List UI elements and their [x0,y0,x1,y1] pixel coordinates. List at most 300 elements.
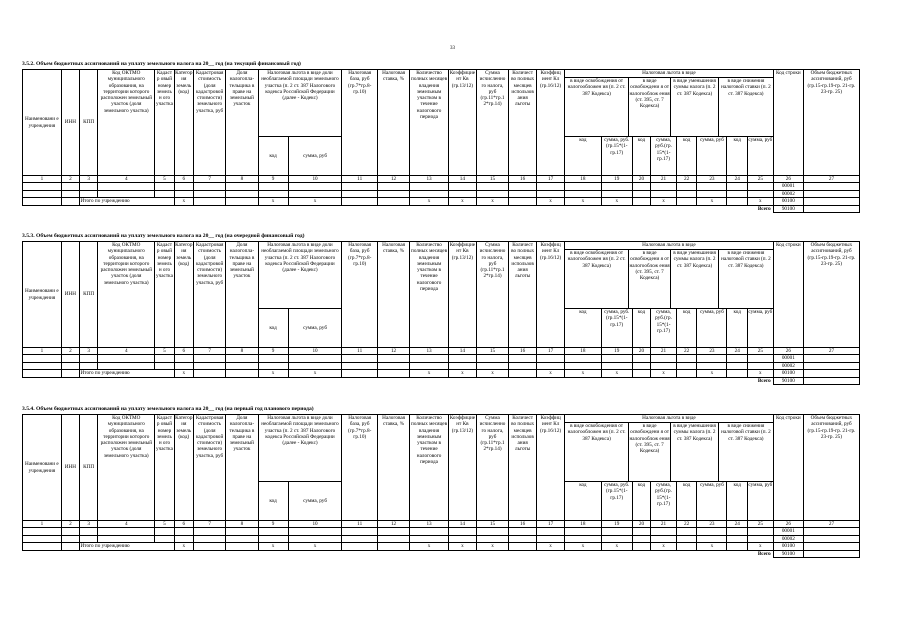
column-number: 21 [651,348,677,355]
data-cell[interactable] [448,535,476,543]
data-cell[interactable] [537,183,565,191]
data-cell[interactable] [537,362,565,370]
column-number: 15 [476,348,508,355]
data-cell[interactable] [155,355,174,363]
column-number: 18 [565,521,602,528]
benefit-rate-reduction: в виде снижения налоговой ставки (п. 2 ст. 387 Кодекса) [721,423,771,442]
data-cell[interactable] [174,535,193,543]
data-cell[interactable] [632,362,650,370]
data-cell[interactable] [727,355,747,363]
header-cell: ИНН [61,70,79,176]
data-cell[interactable] [288,362,342,370]
header-cell: Коэффицие нт Кв (гр.13/12) [448,415,476,521]
header-cell: сумма, руб [288,137,342,176]
data-cell[interactable] [676,362,696,370]
column-number: 25 [747,176,773,183]
data-cell[interactable] [288,190,342,198]
column-number: 1 [23,176,62,183]
data-cell[interactable] [697,355,727,363]
data-cell [632,543,650,551]
column-number: 12 [377,176,409,183]
x-mark: x [288,198,342,206]
column-number: 26 [773,521,803,528]
header-cell: Коэффиц иент Кл (гр.16/12) [537,70,565,176]
total-row [23,543,860,551]
total-label: Итого по учреждению [80,370,175,378]
data-cell[interactable] [410,528,449,536]
data-cell[interactable] [651,535,677,543]
data-cell [509,543,537,551]
header-cell: Налоговая льгота в виде доли необлагаемой площади земельного участка (п. 2 ст. 387 Налогового кодекса Российской Федерации (далее - Кодекс) [258,242,342,309]
data-cell[interactable] [226,190,258,198]
header-cell: Сумма исчисленно го налога, руб (гр.11*гр.1 2*гр.14) [476,70,508,176]
column-number: 16 [509,521,537,528]
header-cell: сумма, руб. (гр.15*(1-гр.17) [601,309,632,348]
data-cell[interactable] [80,535,98,543]
data-cell[interactable] [565,528,602,536]
data-cell[interactable] [601,535,632,543]
data-cell[interactable] [258,355,288,363]
column-number: 16 [509,176,537,183]
data-cell[interactable] [194,183,226,191]
data-cell[interactable] [98,535,155,543]
header-cell: сумма, руб [747,482,773,521]
column-number: 14 [448,176,476,183]
data-cell[interactable] [23,183,62,191]
header-cell: код [727,137,747,176]
data-cell[interactable] [476,183,508,191]
x-mark: x [601,198,632,206]
header-cell: Доля налогопла-тельщика в праве на земельный участок [226,70,258,176]
data-cell[interactable] [174,183,193,191]
data-cell[interactable] [651,183,677,191]
data-cell [226,198,258,206]
data-cell[interactable] [565,355,602,363]
x-mark: x [565,370,602,378]
header-cell: код [676,137,696,176]
column-number: 12 [377,521,409,528]
column-number: 24 [727,521,747,528]
column-number: 27 [803,348,859,355]
header-cell: Налоговая льгота в виде доли необлагаемой площади земельного участка (п. 2 ст. 387 Налогового кодекса Российской Федерации (далее - Кодекс) [258,415,342,482]
data-cell[interactable] [410,183,449,191]
x-mark: x [448,198,476,206]
column-number: 19 [601,176,632,183]
grand-total-code: 90100 [773,377,803,385]
data-cell[interactable] [288,535,342,543]
data-cell[interactable] [565,535,602,543]
data-cell[interactable] [258,528,288,536]
data-cell[interactable] [98,190,155,198]
data-cell[interactable] [258,362,288,370]
data-cell[interactable] [509,528,537,536]
header-cell: Налоговая льгота в виде доли необлагаемой площади земельного участка (п. 2 ст. 387 Налогового кодекса Российской Федерации (далее - Кодекс) [258,70,342,137]
data-cell[interactable] [448,362,476,370]
column-number: 7 [194,348,226,355]
data-cell[interactable] [747,362,773,370]
x-mark: x [410,370,449,378]
data-cell[interactable] [803,377,859,385]
x-mark: x [258,543,288,551]
data-cell[interactable] [803,355,859,363]
data-cell[interactable] [342,528,377,536]
data-cell[interactable] [676,183,696,191]
data-cell[interactable] [410,190,449,198]
data-cell[interactable] [727,535,747,543]
data-cell[interactable] [632,355,650,363]
data-cell[interactable] [80,362,98,370]
header-cell: сумма, руб [288,309,342,348]
data-cell[interactable] [23,190,62,198]
data-cell[interactable] [565,190,602,198]
data-cell[interactable] [632,190,650,198]
x-mark: x [651,543,677,551]
header-cell: Код строки [773,415,803,521]
header-cell: ИНН [61,415,79,521]
data-cell[interactable] [727,362,747,370]
data-cell[interactable] [803,528,859,536]
column-number: 18 [565,176,602,183]
data-cell [377,370,409,378]
x-mark: x [174,198,193,206]
data-cell[interactable] [174,355,193,363]
data-cell[interactable] [377,535,409,543]
data-cell[interactable] [98,362,155,370]
header-cell: сумма, руб.(гр. 15*(1-гр.17) [651,482,677,521]
data-cell[interactable] [155,190,174,198]
data-cell[interactable] [174,528,193,536]
data-cell[interactable] [803,535,859,543]
data-cell[interactable] [509,362,537,370]
header-cell: код [727,309,747,348]
x-mark: x [565,543,602,551]
benefit-exemption-395: в виде освобождени я от налогооблож ения (ст. 395, ст. 7 Кодекса) [629,423,671,481]
total-label: Итого по учреждению [80,198,175,206]
data-cell[interactable] [632,528,650,536]
data-cell[interactable] [476,355,508,363]
x-mark: x [697,198,727,206]
column-number: 27 [803,521,859,528]
header-cell: Код ОКТМО муниципального образования, на территории которого расположен земельный участок (доля земельного участка) [98,70,155,176]
data-cell[interactable] [155,528,174,536]
column-number: 10 [288,176,342,183]
header-cell: Кадастровая стоимость (доля кадастровой стоимости) земельного участка, руб [194,70,226,176]
data-cell[interactable] [697,190,727,198]
data-cell[interactable] [747,190,773,198]
data-cell[interactable] [377,362,409,370]
data-cell[interactable] [98,355,155,363]
column-number: 20 [632,521,650,528]
x-mark: x [537,370,565,378]
header-cell: Количест во полных месяцев использов ания льготы [509,415,537,521]
data-cell[interactable] [23,528,62,536]
data-cell[interactable] [747,183,773,191]
benefit-group-title: Налоговая льгота в виде [565,415,773,423]
benefit-group-title: Налоговая льгота в виде [565,70,773,78]
total-code: 00100 [773,543,803,551]
header-cell: Объем бюджетных ассигнований, руб (гр.15-гр.19-гр. 21-гр. 23-гр. 25) [803,415,859,521]
data-cell[interactable] [727,528,747,536]
data-cell[interactable] [377,528,409,536]
column-number: 12 [377,348,409,355]
data-cell[interactable] [80,355,98,363]
column-number: 6 [174,176,193,183]
x-mark: x [448,543,476,551]
data-cell [632,198,650,206]
data-cell[interactable] [676,355,696,363]
section-title: 3.5.2. Объем бюджетных ассигнований на уплату земельного налога на 20__ год (на текущий финансовый год) [22,61,301,67]
benefit-exemption: в виде освобождения от налогообложен ия (п. 2 ст. 387 Кодекса) [565,78,629,136]
column-number: 3 [80,348,98,355]
data-cell[interactable] [727,190,747,198]
data-cell[interactable] [509,355,537,363]
data-cell[interactable] [342,183,377,191]
data-cell[interactable] [537,535,565,543]
table-row [23,535,860,543]
grand-total-label: Всего [757,377,771,384]
table-row [23,355,860,363]
data-cell[interactable] [194,362,226,370]
data-cell[interactable] [448,190,476,198]
data-cell[interactable] [509,190,537,198]
data-cell[interactable] [80,528,98,536]
header-cell: Наименовани е учреждения [23,70,62,176]
data-cell[interactable] [601,528,632,536]
data-cell [676,543,696,551]
data-cell [226,543,258,551]
data-cell[interactable] [565,183,602,191]
column-number: 23 [697,176,727,183]
data-cell[interactable] [651,355,677,363]
data-cell[interactable] [697,362,727,370]
header-cell: Кадастр овый номер земельн ого участка [155,415,174,521]
data-cell[interactable] [410,362,449,370]
data-cell[interactable] [226,355,258,363]
data-cell[interactable] [80,183,98,191]
data-cell [727,198,747,206]
data-cell[interactable] [803,198,859,206]
data-cell[interactable] [80,190,98,198]
data-cell[interactable] [23,355,62,363]
header-cell: сумма, руб [747,309,773,348]
data-cell[interactable] [155,183,174,191]
data-cell[interactable] [476,190,508,198]
data-cell[interactable] [377,355,409,363]
column-number: 3 [80,521,98,528]
grand-total-label: Всего [757,205,771,212]
data-cell[interactable] [448,355,476,363]
section-title: 3.5.3. Объем бюджетных ассигнований на уплату земельного налога на 20__ год (на очередной финансовый год) [22,233,305,239]
row-code: 00002 [773,190,803,198]
data-cell[interactable] [537,355,565,363]
data-cell[interactable] [697,535,727,543]
data-cell[interactable] [288,528,342,536]
header-cell: Сумма исчисленно го налога, руб (гр.11*гр.1 2*гр.14) [476,415,508,521]
data-cell[interactable] [509,535,537,543]
header-cell: Объем бюджетных ассигнований, руб (гр.15-гр.19-гр. 21-гр. 23-гр. 25) [803,70,859,176]
x-mark: x [651,370,677,378]
benefit-rate-reduction: в виде снижения налоговой ставки (п. 2 ст. 387 Кодекса) [721,250,771,269]
data-cell[interactable] [155,362,174,370]
data-cell[interactable] [448,528,476,536]
data-cell[interactable] [697,183,727,191]
header-cell: Налоговая ставка, % [377,70,409,176]
column-number: 9 [258,348,288,355]
data-cell[interactable] [226,362,258,370]
column-number: 5 [155,176,174,183]
data-cell[interactable] [61,362,79,370]
x-mark: x [476,370,508,378]
header-cell: код [632,137,650,176]
benefit-exemption: в виде освобождения от налогообложен ия (п. 2 ст. 387 Кодекса) [565,423,629,481]
data-cell[interactable] [476,528,508,536]
header-cell: сумма, руб [697,309,727,348]
data-cell[interactable] [676,190,696,198]
data-cell[interactable] [61,355,79,363]
x-mark: x [476,543,508,551]
data-cell[interactable] [194,528,226,536]
total-row [23,370,860,378]
data-cell [194,370,226,378]
data-cell[interactable] [651,528,677,536]
column-number: 14 [448,348,476,355]
data-cell[interactable] [697,528,727,536]
column-number: 1 [23,348,62,355]
data-cell[interactable] [174,190,193,198]
data-cell[interactable] [194,535,226,543]
data-cell[interactable] [448,183,476,191]
data-cell[interactable] [258,535,288,543]
column-number: 13 [410,348,449,355]
data-cell[interactable] [174,362,193,370]
data-cell[interactable] [226,183,258,191]
header-cell: Код строки [773,70,803,176]
data-cell[interactable] [194,355,226,363]
header-cell: Количество полных месяцев владения земельным участком в течение налогового периода [410,242,449,348]
data-cell[interactable] [98,528,155,536]
header-cell: Сумма исчисленно го налога, руб (гр.11*гр.1 2*гр.14) [476,242,508,348]
data-cell[interactable] [537,190,565,198]
column-number: 10 [288,521,342,528]
data-cell[interactable] [676,535,696,543]
data-cell[interactable] [377,190,409,198]
data-cell[interactable] [476,362,508,370]
data-cell[interactable] [155,535,174,543]
grand-total-label: Всего [757,550,771,557]
column-number: 27 [803,176,859,183]
data-cell [509,370,537,378]
header-cell: КПП [80,415,98,521]
data-cell[interactable] [601,183,632,191]
data-cell[interactable] [61,190,79,198]
data-cell [727,370,747,378]
header-cell: ИНН [61,242,79,348]
section-1 [22,60,880,213]
column-number: 2 [61,521,79,528]
data-cell[interactable] [565,362,602,370]
data-cell[interactable] [288,355,342,363]
data-cell[interactable] [23,535,62,543]
data-cell [23,198,62,206]
data-cell[interactable] [803,550,859,558]
data-cell[interactable] [803,370,859,378]
header-cell: Коэффицие нт Кв (гр.13/12) [448,70,476,176]
data-cell[interactable] [601,355,632,363]
column-number: 7 [194,521,226,528]
data-cell [676,198,696,206]
header-cell: код [632,482,650,521]
data-cell[interactable] [61,183,79,191]
data-cell[interactable] [803,190,859,198]
x-mark: x [601,543,632,551]
data-cell[interactable] [194,190,226,198]
data-cell[interactable] [537,528,565,536]
data-cell[interactable] [410,535,449,543]
row-code: 00002 [773,362,803,370]
data-cell[interactable] [342,355,377,363]
data-cell[interactable] [23,362,62,370]
data-cell[interactable] [410,355,449,363]
column-number: 11 [342,176,377,183]
data-cell[interactable] [747,528,773,536]
data-cell[interactable] [226,535,258,543]
column-number: 18 [565,348,602,355]
data-cell [194,543,226,551]
data-cell[interactable] [342,535,377,543]
data-cell[interactable] [803,205,859,213]
data-cell[interactable] [509,183,537,191]
header-cell: сумма, руб.(гр. 15*(1-гр.17) [651,137,677,176]
data-cell[interactable] [342,362,377,370]
data-cell[interactable] [651,362,677,370]
header-cell: код [258,137,288,176]
header-cell: Категор ия земель (код) [174,415,193,521]
column-number: 4 [98,521,155,528]
data-cell[interactable] [601,362,632,370]
data-cell[interactable] [98,183,155,191]
data-cell[interactable] [601,190,632,198]
header-cell: код [727,482,747,521]
data-cell[interactable] [632,535,650,543]
data-cell[interactable] [226,528,258,536]
data-cell[interactable] [747,535,773,543]
data-cell[interactable] [377,183,409,191]
data-cell[interactable] [727,183,747,191]
benefit-reduction: в виде уменьшения суммы налога (п. 2 ст. 387 Кодекса) [671,78,719,136]
header-cell: КПП [80,70,98,176]
data-cell[interactable] [61,535,79,543]
column-number: 15 [476,521,508,528]
header-cell: Количество полных месяцев владения земельным участком в течение налогового периода [410,70,449,176]
data-cell[interactable] [651,190,677,198]
data-cell[interactable] [288,183,342,191]
data-cell[interactable] [61,528,79,536]
grand-total-code: 90100 [773,205,803,213]
x-mark: x [258,370,288,378]
x-mark: x [565,198,602,206]
data-cell[interactable] [803,362,859,370]
data-cell[interactable] [258,183,288,191]
data-cell[interactable] [632,183,650,191]
data-cell[interactable] [803,183,859,191]
data-cell[interactable] [803,543,859,551]
data-cell[interactable] [747,355,773,363]
data-cell[interactable] [476,535,508,543]
header-cell: сумма, руб. (гр.15*(1-гр.17) [601,482,632,521]
data-cell[interactable] [676,528,696,536]
data-cell[interactable] [342,190,377,198]
data-cell[interactable] [258,190,288,198]
